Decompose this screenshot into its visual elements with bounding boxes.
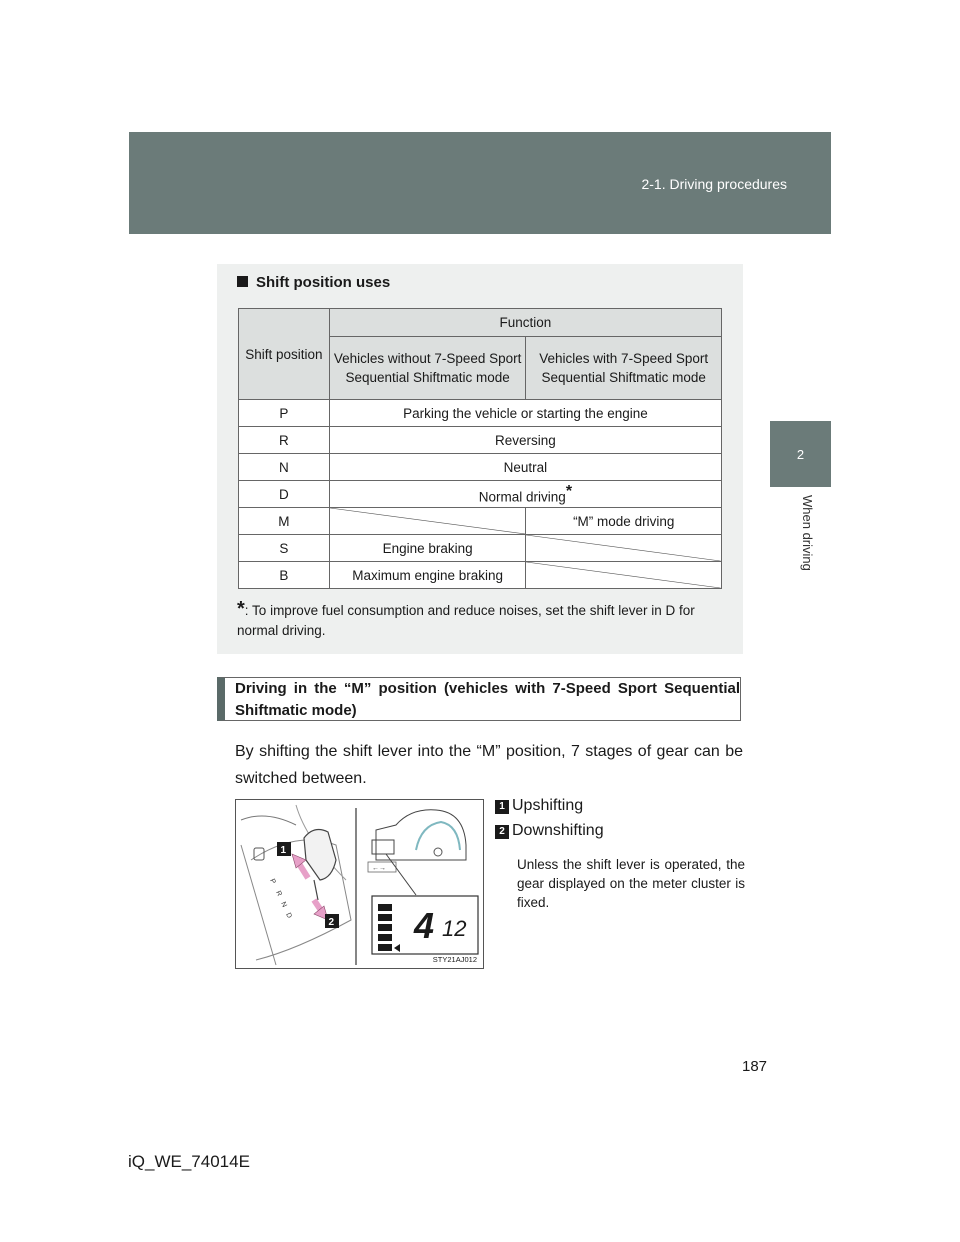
- step-badge: 2: [495, 825, 509, 839]
- bullet-square-icon: [237, 276, 248, 287]
- table-row: [239, 535, 722, 562]
- diagonal-slash: [330, 508, 526, 534]
- svg-text:N: N: [279, 900, 288, 909]
- figure-code: STY21AJ012: [432, 955, 477, 964]
- header-function: Function: [329, 309, 721, 337]
- gear-display-digit: 4: [414, 905, 435, 946]
- gear-display-tail: 12: [442, 916, 467, 941]
- svg-text:R: R: [274, 889, 283, 898]
- cell-position: R: [239, 427, 330, 454]
- list-item: [495, 793, 745, 818]
- shift-lever-illustration: [235, 799, 484, 969]
- table-row: [239, 400, 722, 427]
- note-text: Unless the shift lever is operated, the gear displayed on the meter cluster is fixed.: [517, 857, 745, 910]
- cell-without-function: Engine braking: [329, 535, 526, 562]
- asterisk-mark: *: [565, 483, 573, 501]
- cell-function-text: Normal driving: [478, 489, 566, 505]
- cell-without-function: Maximum engine braking: [329, 562, 526, 589]
- document-code: iQ_WE_74014E: [128, 1152, 250, 1171]
- cell-position: P: [239, 400, 330, 427]
- body-paragraph: By shifting the shift lever into the “M” position, 7 stages of gear can be switched between.: [235, 743, 743, 787]
- cell-function: Neutral: [329, 454, 721, 481]
- table-row: [239, 481, 722, 508]
- chapter-tab: 2: [770, 421, 831, 487]
- cell-with-function: “M” mode driving: [526, 508, 722, 535]
- panel-title: [237, 274, 390, 291]
- header-without-shiftmatic: Vehicles without 7-Speed Sport Sequential Shiftmatic mode: [329, 337, 526, 400]
- cell-position: S: [239, 535, 330, 562]
- cell-position: M: [239, 508, 330, 535]
- list-item: [495, 818, 745, 843]
- footnote: [237, 599, 727, 641]
- cell-function: Parking the vehicle or starting the engine: [329, 400, 721, 427]
- chapter-label: When driving: [800, 495, 815, 571]
- steps-list: [495, 793, 745, 912]
- svg-text:P: P: [268, 877, 277, 886]
- cell-function: [329, 481, 721, 508]
- panel-title-text: Shift position uses: [256, 274, 391, 291]
- cell-not-applicable: [329, 508, 526, 535]
- header-band: [129, 132, 831, 234]
- cell-not-applicable: [526, 562, 722, 589]
- table-row: [239, 508, 722, 535]
- cell-position: D: [239, 481, 330, 508]
- footnote-text: : To improve fuel consumption and reduce noises, set the shift lever in D for normal driving.: [237, 603, 695, 638]
- cell-not-applicable: [526, 535, 722, 562]
- header-with-shiftmatic: Vehicles with 7-Speed Sport Sequential Shiftmatic mode: [526, 337, 722, 400]
- table-row: [239, 454, 722, 481]
- shift-position-panel: [217, 264, 743, 654]
- cell-position: B: [239, 562, 330, 589]
- figure-badge-1: 1: [280, 845, 287, 856]
- step-label: Downshifting: [512, 822, 604, 839]
- diagonal-slash: [526, 562, 721, 588]
- shift-position-table: [238, 308, 722, 589]
- diagonal-slash: [526, 535, 721, 561]
- footnote-asterisk: *: [237, 598, 245, 620]
- table-row: [239, 562, 722, 589]
- step-label: Upshifting: [512, 797, 584, 814]
- svg-text:D: D: [284, 911, 293, 920]
- figure-badge-2: 2: [328, 917, 335, 928]
- step-badge: 1: [495, 800, 509, 814]
- table-row: [239, 427, 722, 454]
- shift-lever-drawing: [236, 800, 483, 968]
- section-breadcrumb: 2-1. Driving procedures: [641, 176, 787, 192]
- header-shift-position: Shift position: [239, 309, 330, 400]
- cell-function: Reversing: [329, 427, 721, 454]
- section-heading: Driving in the “M” position (vehicles with 7-Speed Sport Sequential Shiftmatic mode): [217, 677, 741, 721]
- cell-position: N: [239, 454, 330, 481]
- page-number: 187: [742, 1058, 768, 1075]
- svg-text:←→: ←→: [372, 865, 386, 872]
